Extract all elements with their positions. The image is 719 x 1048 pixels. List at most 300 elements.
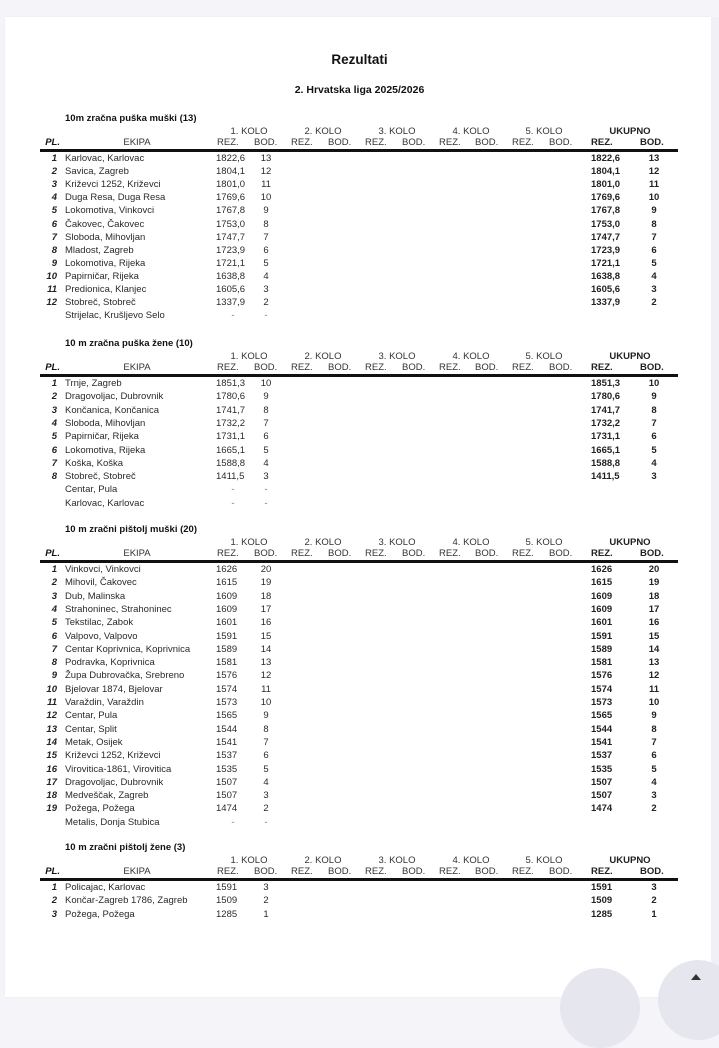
arrow-up-icon [691,974,701,980]
total-points: 9 [651,710,657,722]
total-result: 1544 [591,723,613,735]
total-points: 1 [651,908,657,920]
table-row [0,736,719,749]
total-result: 1767,8 [591,205,621,217]
table-row [0,257,719,270]
team-name: Savica, Zagreb [65,166,129,178]
total-result: 1574 [591,683,613,695]
table-row [0,417,719,430]
round-header: 1. KOLO [230,855,268,866]
round1-points: - [264,484,268,496]
table-row [0,603,719,616]
table-row [0,404,719,417]
team-name: Policajac, Karlovac [65,882,146,893]
total-points: 10 [648,378,660,389]
team-name: Dub, Malinska [65,590,126,602]
table-row [0,908,719,921]
rez-header: REZ. [512,866,534,877]
table-row [0,296,719,309]
total-result: 1732,2 [591,417,621,429]
team-name: Podravka, Koprivnica [65,657,155,669]
column-header-row [0,136,719,149]
round1-points: 9 [263,205,269,217]
team-header: EKIPA [123,362,151,373]
total-result: 1747,7 [591,231,621,243]
total-points: 7 [651,231,657,243]
round1-points: 6 [263,750,269,762]
total-result: 1576 [591,670,613,682]
table-row [0,204,719,217]
total-points: 9 [651,391,657,403]
total-points: 19 [648,577,660,589]
team-name: Papirničar, Rijeka [65,431,139,443]
total-points: 10 [648,192,660,204]
round1-points: 16 [260,617,272,629]
round-header: 3. KOLO [378,351,416,362]
table-row [0,231,719,244]
rez-header: REZ. [217,866,239,877]
round-header: 1. KOLO [230,351,268,362]
rez-header: REZ. [439,362,461,373]
total-points: 8 [651,218,657,230]
total-points: 6 [651,431,657,443]
table-row [0,696,719,709]
total-points: 7 [651,417,657,429]
team-name: Centar, Split [65,723,117,735]
total-result: 1591 [591,630,613,642]
table-row [0,881,719,894]
team-name: Lokomotiva, Rijeka [65,257,146,269]
round1-result: 1411,5 [216,471,245,483]
place: 6 [51,444,57,456]
document-subtitle: 2. Hrvatska liga 2025/2026 [294,84,425,96]
total-result: 1721,1 [591,257,621,269]
section-title: 10 m zračni pištolj muški (20) [65,524,197,535]
total-header: UKUPNO [609,855,651,866]
round-header: 5. KOLO [525,126,563,137]
total-result: 1535 [591,763,613,775]
place: 3 [51,404,57,416]
table-row [0,152,719,165]
bod-header: BOD. [402,548,426,559]
total-points: 5 [651,257,657,269]
round1-result: 1285 [216,908,238,920]
section-title: 10m zračna puška muški (13) [65,113,197,124]
total-header: UKUPNO [609,126,651,137]
round1-result: 1626 [216,564,238,575]
total-result: 1822,6 [591,153,621,164]
round1-result: 1851,3 [216,378,246,389]
rez-header: REZ. [512,362,534,373]
table-row [0,390,719,403]
bod-header: BOD. [254,548,278,559]
round1-points: 9 [263,710,269,722]
round1-points: 2 [263,803,269,815]
round-header: 1. KOLO [230,126,268,137]
round1-result: 1615 [216,577,238,589]
round1-result: - [231,816,235,828]
round1-points: - [264,310,268,322]
round1-result: 1591 [216,882,238,893]
total-result: 1609 [591,590,613,602]
total-result: 1615 [591,577,613,589]
rez-header: REZ. [365,362,387,373]
total-points: 3 [651,790,657,802]
rez-header: REZ. [291,362,313,373]
round-header: 3. KOLO [378,537,416,548]
round1-points: 7 [263,231,269,243]
round1-result: 1609 [216,603,238,615]
round1-result: 1588,8 [216,457,246,469]
round1-points: 2 [263,895,269,907]
place: 7 [51,457,57,469]
round1-result: 1747,7 [216,231,246,243]
total-points: 6 [651,244,657,256]
round1-points: 8 [263,218,269,230]
total-points: 5 [651,444,657,456]
total-points: 2 [651,803,657,815]
rez-header: REZ. [217,362,239,373]
round-header: 4. KOLO [452,537,490,548]
round-header: 5. KOLO [525,537,563,548]
total-points: 4 [651,457,657,469]
place-header: PL. [45,362,60,373]
total-points: 13 [648,153,660,164]
place: 3 [51,590,57,602]
rez-header: REZ. [439,137,461,148]
team-name: Dragovoljac, Dubrovnik [65,391,164,403]
team-name: Končar-Zagreb 1786, Zagreb [65,895,188,907]
round1-points: 5 [263,257,269,269]
place: 4 [51,603,57,615]
rez-header: REZ. [291,866,313,877]
place: 4 [51,192,57,204]
total-result: 1509 [591,895,613,907]
rez-header: REZ. [512,548,534,559]
floating-action-button[interactable] [560,968,640,1048]
bod-header: BOD. [254,362,278,373]
total-points: 10 [648,697,660,708]
round1-points: 13 [260,657,272,669]
team-name: Vinkovci, Vinkovci [65,564,141,575]
round1-points: 15 [260,630,272,642]
table-row [0,218,719,231]
team-name: Medveščak, Zagreb [65,790,149,802]
total-points: 14 [648,643,660,655]
team-name: Stobreč, Stobreč [65,297,136,309]
team-name: Lokomotiva, Vinkovci [65,205,155,217]
total-result: 1626 [591,564,613,575]
round1-points: 6 [263,244,269,256]
round1-result: 1535 [216,763,238,775]
rez-header: REZ. [439,866,461,877]
table-row [0,763,719,776]
place: 1 [51,882,57,893]
round1-points: 7 [263,417,269,429]
round1-result: - [231,310,235,322]
rez-header: REZ. [365,866,387,877]
section-title: 10 m zračna puška žene (10) [65,338,193,349]
table-row [0,457,719,470]
team-name: Sloboda, Mihovljan [65,231,146,243]
round1-points: 19 [260,577,272,589]
total-points: 2 [651,895,657,907]
round1-points: 5 [263,763,269,775]
total-points: 8 [651,723,657,735]
total-rez-header: REZ. [591,137,613,148]
table-row [0,802,719,815]
total-result: 1601 [591,617,613,629]
bod-header: BOD. [475,137,499,148]
place: 16 [46,763,57,775]
total-points: 3 [651,284,657,295]
team-name: Župa Dubrovačka, Srebreno [65,670,185,682]
place: 13 [46,723,57,735]
round1-points: 14 [260,643,272,655]
round1-points: 10 [260,697,272,708]
place: 9 [51,257,57,269]
table-row [0,616,719,629]
total-result: 1411,5 [591,471,620,483]
total-result: 1665,1 [591,444,621,456]
total-rez-header: REZ. [591,866,613,877]
total-result: 1474 [591,803,613,815]
place: 5 [51,205,57,217]
round1-points: 9 [263,391,269,403]
team-name: Požega, Požega [65,803,135,815]
table-row [0,309,719,322]
table-row [0,656,719,669]
place: 1 [51,564,57,575]
total-result: 1723,9 [591,244,621,256]
round1-result: 1576 [216,670,238,682]
round1-points: 6 [263,431,269,443]
place: 7 [51,643,57,655]
table-row [0,789,719,802]
bod-header: BOD. [254,137,278,148]
round1-result: 1723,9 [216,244,246,256]
table-row [0,630,719,643]
round-header: 3. KOLO [378,126,416,137]
table-row [0,709,719,722]
total-result: 1589 [591,643,613,655]
round-header: 1. KOLO [230,537,268,548]
round1-result: 1780,6 [216,391,246,403]
round-header: 5. KOLO [525,855,563,866]
round1-result: 1509 [216,895,238,907]
round1-points: 2 [263,297,269,309]
total-points: 7 [651,736,657,748]
round1-points: 11 [261,179,271,191]
total-points: 18 [648,590,660,602]
table-row [0,683,719,696]
table-row [0,444,719,457]
round1-points: 10 [260,378,272,389]
round1-result: 1731,1 [216,431,246,443]
round1-result: 1507 [216,790,238,802]
round-header: 4. KOLO [452,855,490,866]
round1-points: 17 [260,603,272,615]
place: 12 [46,710,57,722]
table-row [0,165,719,178]
place: 11 [47,284,57,295]
total-result: 1537 [591,750,613,762]
bod-header: BOD. [475,866,499,877]
total-result: 1337,9 [591,297,621,309]
team-name: Varaždin, Varaždin [65,697,144,708]
bod-header: BOD. [549,137,573,148]
round1-result: 1591 [216,630,238,642]
table-row [0,191,719,204]
total-points: 6 [651,750,657,762]
section-title: 10 m zračni pištolj žene (3) [65,842,186,853]
total-points: 2 [651,297,657,309]
place: 4 [51,417,57,429]
round1-result: 1337,9 [216,297,246,309]
place: 17 [46,776,57,788]
team-name: Papirničar, Rijeka [65,270,139,282]
round1-result: 1581 [216,657,238,669]
table-row [0,430,719,443]
total-points: 13 [648,657,660,669]
team-name: Karlovac, Karlovac [65,497,145,509]
total-result: 1731,1 [591,431,621,443]
round1-points: 3 [263,471,269,483]
round1-result: 1537 [216,750,238,762]
place: 5 [51,617,57,629]
bod-header: BOD. [549,866,573,877]
team-name: Centar, Pula [65,484,118,496]
total-result: 1804,1 [591,166,621,178]
bod-header: BOD. [402,866,426,877]
bod-header: BOD. [475,548,499,559]
total-result: 1581 [591,657,613,669]
total-result: 1609 [591,603,613,615]
total-result: 1741,7 [591,404,621,416]
total-header: UKUPNO [609,351,651,362]
total-result: 1565 [591,710,613,722]
total-points: 16 [648,617,660,629]
round1-result: 1721,1 [216,257,246,269]
place: 6 [51,630,57,642]
round1-points: 10 [260,192,272,204]
team-name: Križevci 1252, Križevci [65,179,161,191]
team-name: Stobreč, Stobreč [65,471,136,483]
bod-header: BOD. [402,362,426,373]
total-result: 1507 [591,790,613,802]
team-name: Mladost, Zagreb [65,244,134,256]
round-header: 4. KOLO [452,351,490,362]
place: 2 [51,577,57,589]
total-header: UKUPNO [609,537,651,548]
round-header: 5. KOLO [525,351,563,362]
bod-header: BOD. [254,866,278,877]
round-header: 2. KOLO [304,126,342,137]
round1-result: 1732,2 [216,417,246,429]
total-points: 9 [651,205,657,217]
bod-header: BOD. [402,137,426,148]
team-name: Centar, Pula [65,710,118,722]
place-header: PL. [45,137,60,148]
rez-header: REZ. [217,548,239,559]
table-row [0,178,719,191]
bod-header: BOD. [328,866,352,877]
team-name: Končanica, Končanica [65,404,160,416]
round1-points: 5 [263,444,269,456]
place: 6 [51,218,57,230]
round1-points: 3 [263,284,269,295]
place: 3 [51,179,57,191]
table-row [0,470,719,483]
place: 2 [51,166,57,178]
round1-result: 1767,8 [216,205,246,217]
place: 8 [51,471,57,483]
total-points: 12 [648,166,660,178]
round1-points: - [264,816,268,828]
team-name: Metalis, Donja Stubica [65,816,160,828]
total-bod-header: BOD. [640,137,664,148]
bod-header: BOD. [328,137,352,148]
round1-result: - [231,497,235,509]
round1-result: 1574 [216,683,238,695]
team-name: Požega, Požega [65,908,135,920]
round1-result: 1638,8 [216,270,246,282]
round1-points: 8 [263,723,269,735]
team-name: Virovitica-1861, Virovitica [65,763,172,775]
table-row [0,576,719,589]
place: 2 [51,391,57,403]
bod-header: BOD. [475,362,499,373]
round1-result: 1769,6 [216,192,246,204]
total-result: 1638,8 [591,270,621,282]
table-row [0,244,719,257]
column-header-row [0,865,719,878]
team-name: Valpovo, Valpovo [65,630,138,642]
round1-result: 1665,1 [216,444,246,456]
team-name: Tekstilac, Zabok [65,617,134,629]
column-header-row [0,547,719,560]
team-name: Bjelovar 1874, Bjelovar [65,683,163,695]
table-row [0,590,719,603]
team-name: Križevci 1252, Križevci [65,750,161,762]
team-name: Trnje, Zagreb [65,378,122,389]
team-name: Centar Koprivnica, Koprivnica [65,643,191,655]
team-name: Lokomotiva, Rijeka [65,444,146,456]
table-row [0,283,719,296]
team-name: Duga Resa, Duga Resa [65,192,166,204]
total-points: 17 [648,603,660,615]
place: 8 [51,657,57,669]
total-result: 1780,6 [591,391,621,403]
bod-header: BOD. [549,548,573,559]
round1-result: - [231,484,235,496]
round1-result: 1474 [216,803,238,815]
round1-result: 1804,1 [216,166,246,178]
round1-points: 3 [263,882,269,893]
table-row [0,483,719,496]
place-header: PL. [45,548,60,559]
table-row [0,894,719,907]
total-points: 3 [651,471,657,483]
place: 2 [51,895,57,907]
team-header: EKIPA [123,866,151,877]
rez-header: REZ. [291,137,313,148]
team-name: Mihovil, Čakovec [65,577,137,589]
table-row [0,643,719,656]
team-header: EKIPA [123,137,151,148]
total-result: 1541 [591,736,613,748]
team-name: Sloboda, Mihovljan [65,417,146,429]
